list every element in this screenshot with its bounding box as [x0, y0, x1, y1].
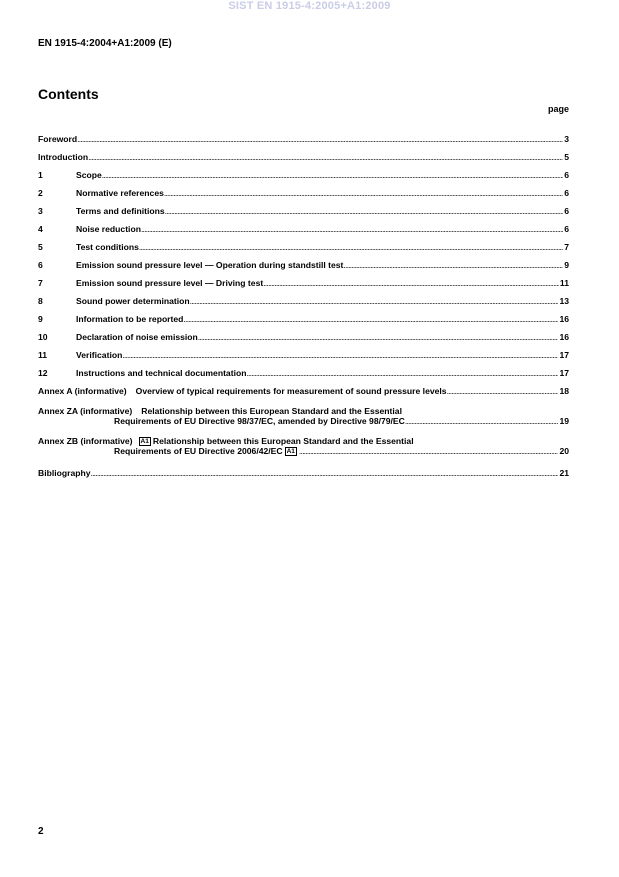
toc-leader [447, 386, 559, 396]
toc-page: 17 [559, 368, 569, 378]
toc-leader [246, 368, 558, 378]
toc-leader [91, 468, 559, 478]
toc-page: 17 [559, 350, 569, 360]
toc-label: Normative references [76, 188, 164, 198]
toc-page: 19 [559, 416, 569, 426]
toc-number: 7 [38, 278, 43, 288]
toc-leader [190, 296, 559, 306]
toc-page: 6 [564, 206, 569, 216]
toc-number: 10 [38, 332, 48, 342]
toc-page: 7 [564, 242, 569, 252]
toc-label: Terms and definitions [76, 206, 165, 216]
page-title: Contents [38, 86, 99, 102]
annex-prefix: Annex ZA (informative) [38, 406, 133, 416]
annex-prefix: Annex A (informative) [38, 386, 127, 396]
toc-page: 21 [559, 468, 569, 478]
toc-leader [198, 332, 559, 342]
toc-page: 18 [559, 386, 569, 396]
toc-page: 11 [559, 278, 569, 288]
toc-entry-noise-reduction[interactable] [38, 224, 569, 234]
toc-leader [165, 206, 564, 216]
toc-entry-bibliography[interactable] [38, 468, 569, 478]
toc-label: Sound power determination [76, 296, 190, 306]
toc-leader [102, 170, 563, 180]
toc-leader [299, 446, 559, 456]
toc-number: 8 [38, 296, 43, 306]
toc-label: Test conditions [76, 242, 139, 252]
toc-label: Instructions and technical documentation [76, 368, 247, 378]
toc-leader [88, 152, 563, 162]
toc-number: 2 [38, 188, 43, 198]
toc-page: 5 [564, 152, 569, 162]
toc-leader [183, 314, 558, 324]
toc-page: 20 [559, 446, 569, 456]
page-column-label: page [547, 104, 569, 114]
toc-number: 12 [38, 368, 48, 378]
toc-label: Verification [76, 350, 123, 360]
toc-number: 6 [38, 260, 43, 270]
toc-entry-annex-a[interactable] [38, 386, 569, 396]
toc-leader [141, 224, 563, 234]
toc-entry-annex-zb[interactable] [38, 436, 569, 456]
toc-label: Foreword [38, 134, 78, 144]
toc-entry-information-to-be-reported[interactable] [38, 314, 569, 324]
toc-page: 6 [564, 170, 569, 180]
toc-label: Overview of typical requirements for measurement of sound pressure levels [135, 386, 447, 396]
watermark: SIST EN 1915-4:2005+A1:2009 [228, 0, 391, 12]
toc-entry-declaration-of-noise-emission[interactable] [38, 332, 569, 342]
toc-label-line1: Relationship between this European Standard and the Essential [152, 436, 414, 446]
toc-label: Emission sound pressure level — Driving test [76, 278, 264, 288]
toc-number: 3 [38, 206, 43, 216]
toc-label: Introduction [38, 152, 89, 162]
toc-number: 4 [38, 224, 43, 234]
toc-leader [139, 242, 563, 252]
toc-entry-annex-za[interactable] [38, 406, 569, 426]
toc-label: Declaration of noise emission [76, 332, 198, 342]
footer-page-number: 2 [38, 826, 44, 837]
toc-leader [343, 260, 563, 270]
document-header: EN 1915-4:2004+A1:2009 (E) [38, 38, 172, 49]
toc-page: 9 [564, 260, 569, 270]
toc-number: 9 [38, 314, 43, 324]
toc-page: 13 [559, 296, 569, 306]
toc-page: 16 [559, 332, 569, 342]
toc-label: Scope [76, 170, 102, 180]
amendment-end-mark-icon: A1 [286, 448, 295, 455]
toc-entry-instructions[interactable] [38, 368, 569, 378]
toc-entry-terms-and-definitions[interactable] [38, 206, 569, 216]
toc-page: 6 [564, 224, 569, 234]
annex-prefix: Annex ZB (informative) [38, 436, 133, 446]
toc-label-line2: Requirements of EU Directive 98/37/EC, amended by Directive 98/79/EC [114, 416, 405, 426]
toc-number: 5 [38, 242, 43, 252]
toc-entry-scope[interactable] [38, 170, 569, 180]
toc-entry-driving-test[interactable] [38, 278, 569, 288]
toc-page: 16 [559, 314, 569, 324]
toc-label-line1: Relationship between this European Standard and the Essential [141, 406, 402, 416]
toc-entry-foreword[interactable] [38, 134, 569, 144]
toc-leader [405, 416, 559, 426]
toc-label-line2: Requirements of EU Directive 2006/42/EC [114, 446, 283, 456]
toc-label: Information to be reported [76, 314, 184, 324]
toc-entry-verification[interactable] [38, 350, 569, 360]
toc-entry-sound-power-determination[interactable] [38, 296, 569, 306]
toc-label: Emission sound pressure level — Operation during standstill test [76, 260, 344, 270]
toc-number: 11 [38, 350, 48, 360]
toc-number: 1 [38, 170, 43, 180]
toc-entry-introduction[interactable] [38, 152, 569, 162]
toc-label: Noise reduction [76, 224, 141, 234]
toc-entry-normative-references[interactable] [38, 188, 569, 198]
amendment-start-mark-icon: A1 [140, 438, 149, 445]
toc-label: Bibliography [38, 468, 91, 478]
toc-entry-test-conditions[interactable] [38, 242, 569, 252]
toc-leader [164, 188, 563, 198]
toc-leader [77, 134, 563, 144]
toc-page: 6 [564, 188, 569, 198]
toc-leader [122, 350, 558, 360]
toc-entry-standstill-test[interactable] [38, 260, 569, 270]
toc-page: 3 [564, 134, 569, 144]
toc-leader [263, 278, 559, 288]
